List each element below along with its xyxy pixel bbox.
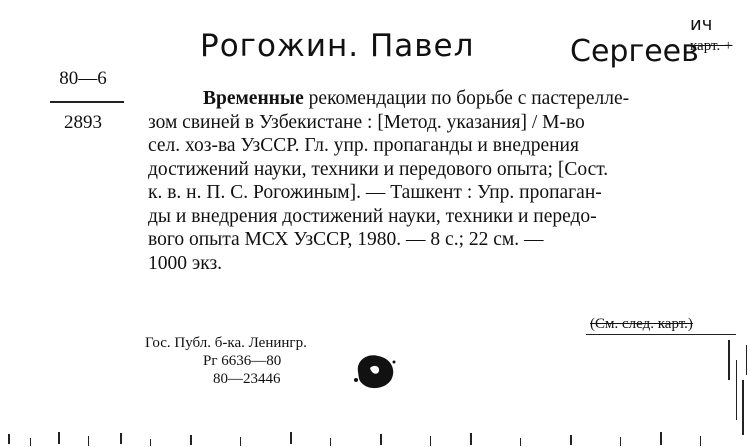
scan-edge-noise bbox=[0, 420, 750, 447]
entry-title-word: Временные bbox=[203, 88, 304, 109]
library-name: Гос. Публ. б-ка. Ленингр. bbox=[145, 335, 307, 351]
entry-line-8: 1000 экз. bbox=[148, 252, 223, 274]
ink-blot bbox=[352, 350, 397, 392]
library-accession-number: 80—23446 bbox=[213, 371, 281, 387]
see-next-underline bbox=[586, 334, 736, 335]
handwritten-suffix: ич bbox=[690, 14, 713, 35]
handwritten-surname: Сергеев bbox=[570, 34, 699, 69]
library-reg-number: Рг 6636—80 bbox=[203, 353, 282, 369]
entry-line-7: вого опыта МСХ УзССР, 1980. — 8 с.; 22 см. — bbox=[148, 229, 544, 250]
scan-right-edge-noise bbox=[722, 330, 750, 447]
entry-line-5: к. в. н. П. С. Рогожиным]. — Ташкент : Упр. пропаган- bbox=[148, 182, 602, 203]
entry-line-4: достижений науки, техники и передового опыта; [Сост. bbox=[148, 158, 609, 180]
shelfmark-top: 80—6 bbox=[59, 68, 107, 89]
bibliographic-entry bbox=[148, 87, 748, 275]
entry-line-3: сел. хоз-ва УзССР. Гл. упр. пропаганды и внедрения bbox=[148, 135, 579, 156]
library-stamp bbox=[145, 334, 307, 388]
entry-line-6: ды и внедрения достижений науки, техники и передо- bbox=[148, 205, 597, 227]
struck-out-note: карт. + bbox=[690, 38, 733, 54]
shelfmark-divider bbox=[50, 101, 124, 103]
entry-line-2: зом свиней в Узбекистане : [Метод. указания] / М-во bbox=[148, 111, 585, 133]
see-next-card-note: (См. след. карт.) bbox=[590, 316, 693, 332]
entry-line-1-text: рекомендации по борьбе с пастерелле- bbox=[303, 88, 630, 109]
entry-line-1 bbox=[148, 87, 748, 111]
shelfmark-bottom: 2893 bbox=[64, 112, 102, 133]
handwritten-author-name: Рогожин. Павел bbox=[200, 28, 475, 64]
